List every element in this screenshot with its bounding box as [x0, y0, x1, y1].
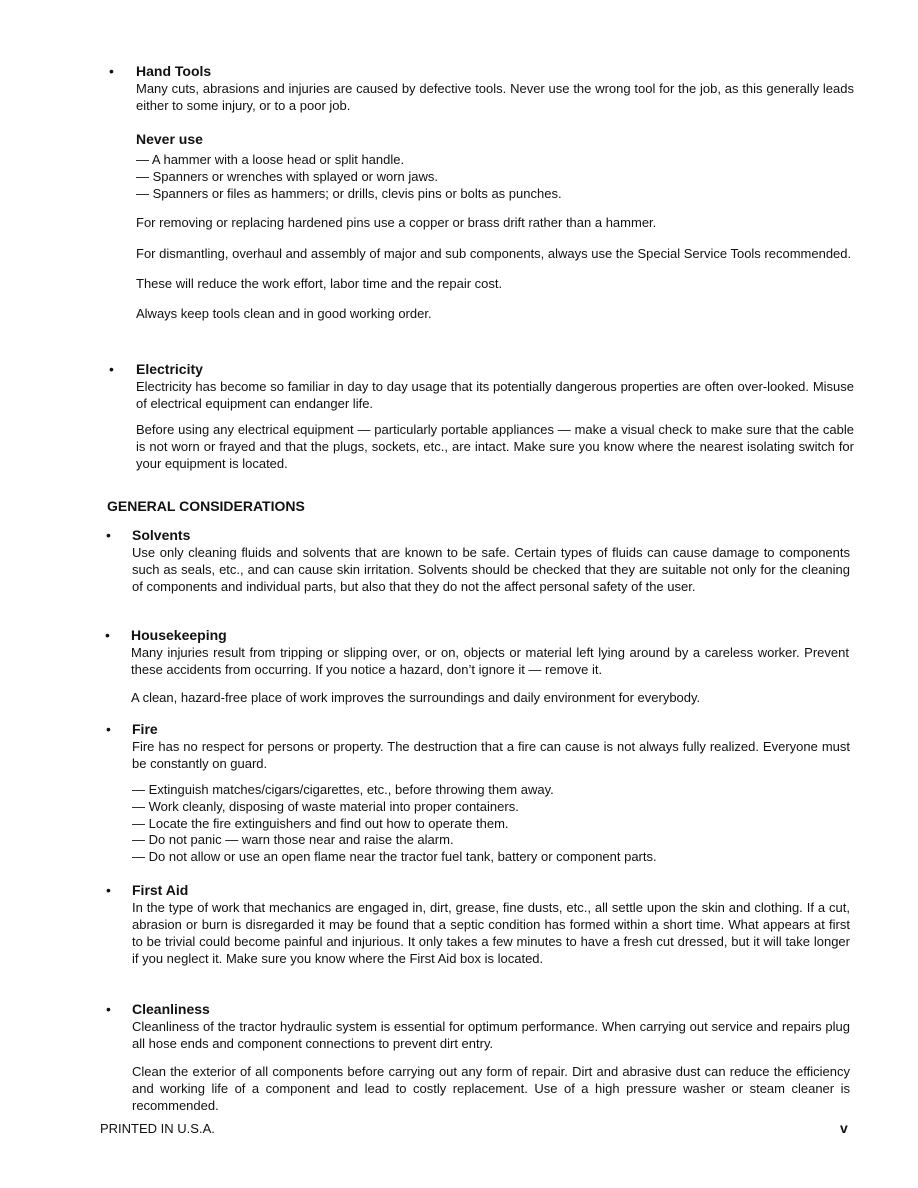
- bullet-icon: •: [106, 882, 111, 898]
- cleanliness-para-2: Clean the exterior of all components before carrying out any form of repair. Dirt and abrasive dust can reduce the efficiency and working life of a component and lead to costly replacement. Use of a high pressure washer or steam cleaner is recommended.: [132, 1064, 850, 1113]
- fire-heading: Fire: [132, 721, 158, 737]
- hand-tools-para-1: For removing or replacing hardened pins use a copper or brass drift rather than a hammer.: [136, 215, 657, 231]
- never-use-list: [136, 152, 854, 202]
- list-item: — Spanners or wrenches with splayed or worn jaws.: [136, 168, 439, 184]
- section-hand-tools: [109, 63, 854, 322]
- section-cleanliness: [106, 1001, 850, 1114]
- electricity-para-1: Electricity has become so familiar in day to day usage that its potentially dangerous properties are often over-looked. Misuse of electrical equipment can endanger life.: [136, 379, 854, 411]
- section-electricity: [109, 361, 854, 472]
- cleanliness-para-1: Cleanliness of the tractor hydraulic system is essential for optimum performance. When carrying out service and repairs plug all hose ends and component connections to prevent dirt entry.: [132, 1019, 850, 1051]
- bullet-icon: •: [105, 627, 110, 643]
- hand-tools-para-2: For dismantling, overhaul and assembly of major and sub components, always use the Special Service Tools recommended.: [136, 246, 852, 262]
- solvents-heading: Solvents: [132, 527, 191, 543]
- bullet-icon: •: [106, 527, 111, 543]
- bullet-icon: •: [109, 361, 114, 377]
- solvents-para-1: Use only cleaning fluids and solvents that are known to be safe. Certain types of fluids can cause damage to components such as seals, etc., and can cause skin irritation. Solvents should be checked that they are suitable not only for the cleaning of components and individual parts, but also that they do not the affect personal safety of the user.: [132, 545, 850, 594]
- general-considerations-heading: GENERAL CONSIDERATIONS: [107, 498, 305, 514]
- list-item: — Extinguish matches/cigars/cigarettes, etc., before throwing them away.: [132, 782, 554, 797]
- electricity-heading: Electricity: [136, 361, 203, 377]
- list-item: — Do not panic — warn those near and raise the alarm.: [132, 832, 454, 848]
- list-item: — Locate the fire extinguishers and find out how to operate them.: [132, 815, 509, 831]
- hand-tools-heading: Hand Tools: [136, 63, 212, 79]
- page-number: v: [840, 1120, 848, 1136]
- list-item: — A hammer with a loose head or split handle.: [136, 152, 405, 167]
- fire-list: [132, 782, 850, 866]
- bullet-icon: •: [106, 721, 111, 737]
- housekeeping-para-2: A clean, hazard-free place of work improves the surroundings and daily environment for everybody.: [131, 690, 701, 705]
- hand-tools-para-4: Always keep tools clean and in good working order.: [136, 306, 432, 322]
- never-use-heading: Never use: [136, 131, 203, 147]
- fire-para-1: Fire has no respect for persons or property. The destruction that a fire can cause is not always fully realized. Everyone must be constantly on guard.: [132, 739, 850, 771]
- housekeeping-para-1: Many injuries result from tripping or slipping over, or on, objects or material left lying around by a careless worker. Prevent these accidents from occurring. If you notice a hazard, don’t ignore it — remove it.: [131, 645, 849, 677]
- bullet-icon: •: [109, 63, 114, 79]
- cleanliness-heading: Cleanliness: [132, 1001, 210, 1017]
- electricity-para-2: Before using any electrical equipment — particularly portable appliances — make a visual check to make sure that the cable is not worn or frayed and that the plugs, sockets, etc., are intact. Make sure you know where the nearest isolating switch for your equipment is located.: [136, 422, 854, 471]
- hand-tools-para-3: These will reduce the work effort, labor time and the repair cost.: [136, 276, 503, 292]
- section-first-aid: [106, 882, 850, 967]
- housekeeping-heading: Housekeeping: [131, 627, 227, 643]
- section-solvents: [106, 527, 850, 595]
- footer-printed-in: PRINTED IN U.S.A.: [100, 1121, 215, 1136]
- first-aid-heading: First Aid: [132, 882, 189, 898]
- list-item: — Do not allow or use an open flame near the tractor fuel tank, battery or component parts.: [132, 849, 657, 865]
- section-fire: [106, 721, 850, 866]
- bullet-icon: •: [106, 1001, 111, 1017]
- first-aid-para-1: In the type of work that mechanics are engaged in, dirt, grease, fine dusts, etc., all settle upon the skin and clothing. If a cut, abrasion or burn is disregarded it may be found that a septic condition has formed within a short time. What appears at first to be trivial could become painful and injurious. It only takes a few minutes to have a fresh cut dressed, but it will take longer if you neglect it. Make sure you know where the First Aid box is located.: [132, 900, 850, 966]
- section-housekeeping: [105, 627, 849, 706]
- list-item: — Work cleanly, disposing of waste material into proper containers.: [132, 798, 519, 814]
- hand-tools-intro: Many cuts, abrasions and injuries are caused by defective tools. Never use the wrong tool for the job, as this generally leads either to some injury, or to a poor job.: [136, 81, 854, 113]
- list-item: — Spanners or files as hammers; or drills, clevis pins or bolts as punches.: [136, 185, 562, 201]
